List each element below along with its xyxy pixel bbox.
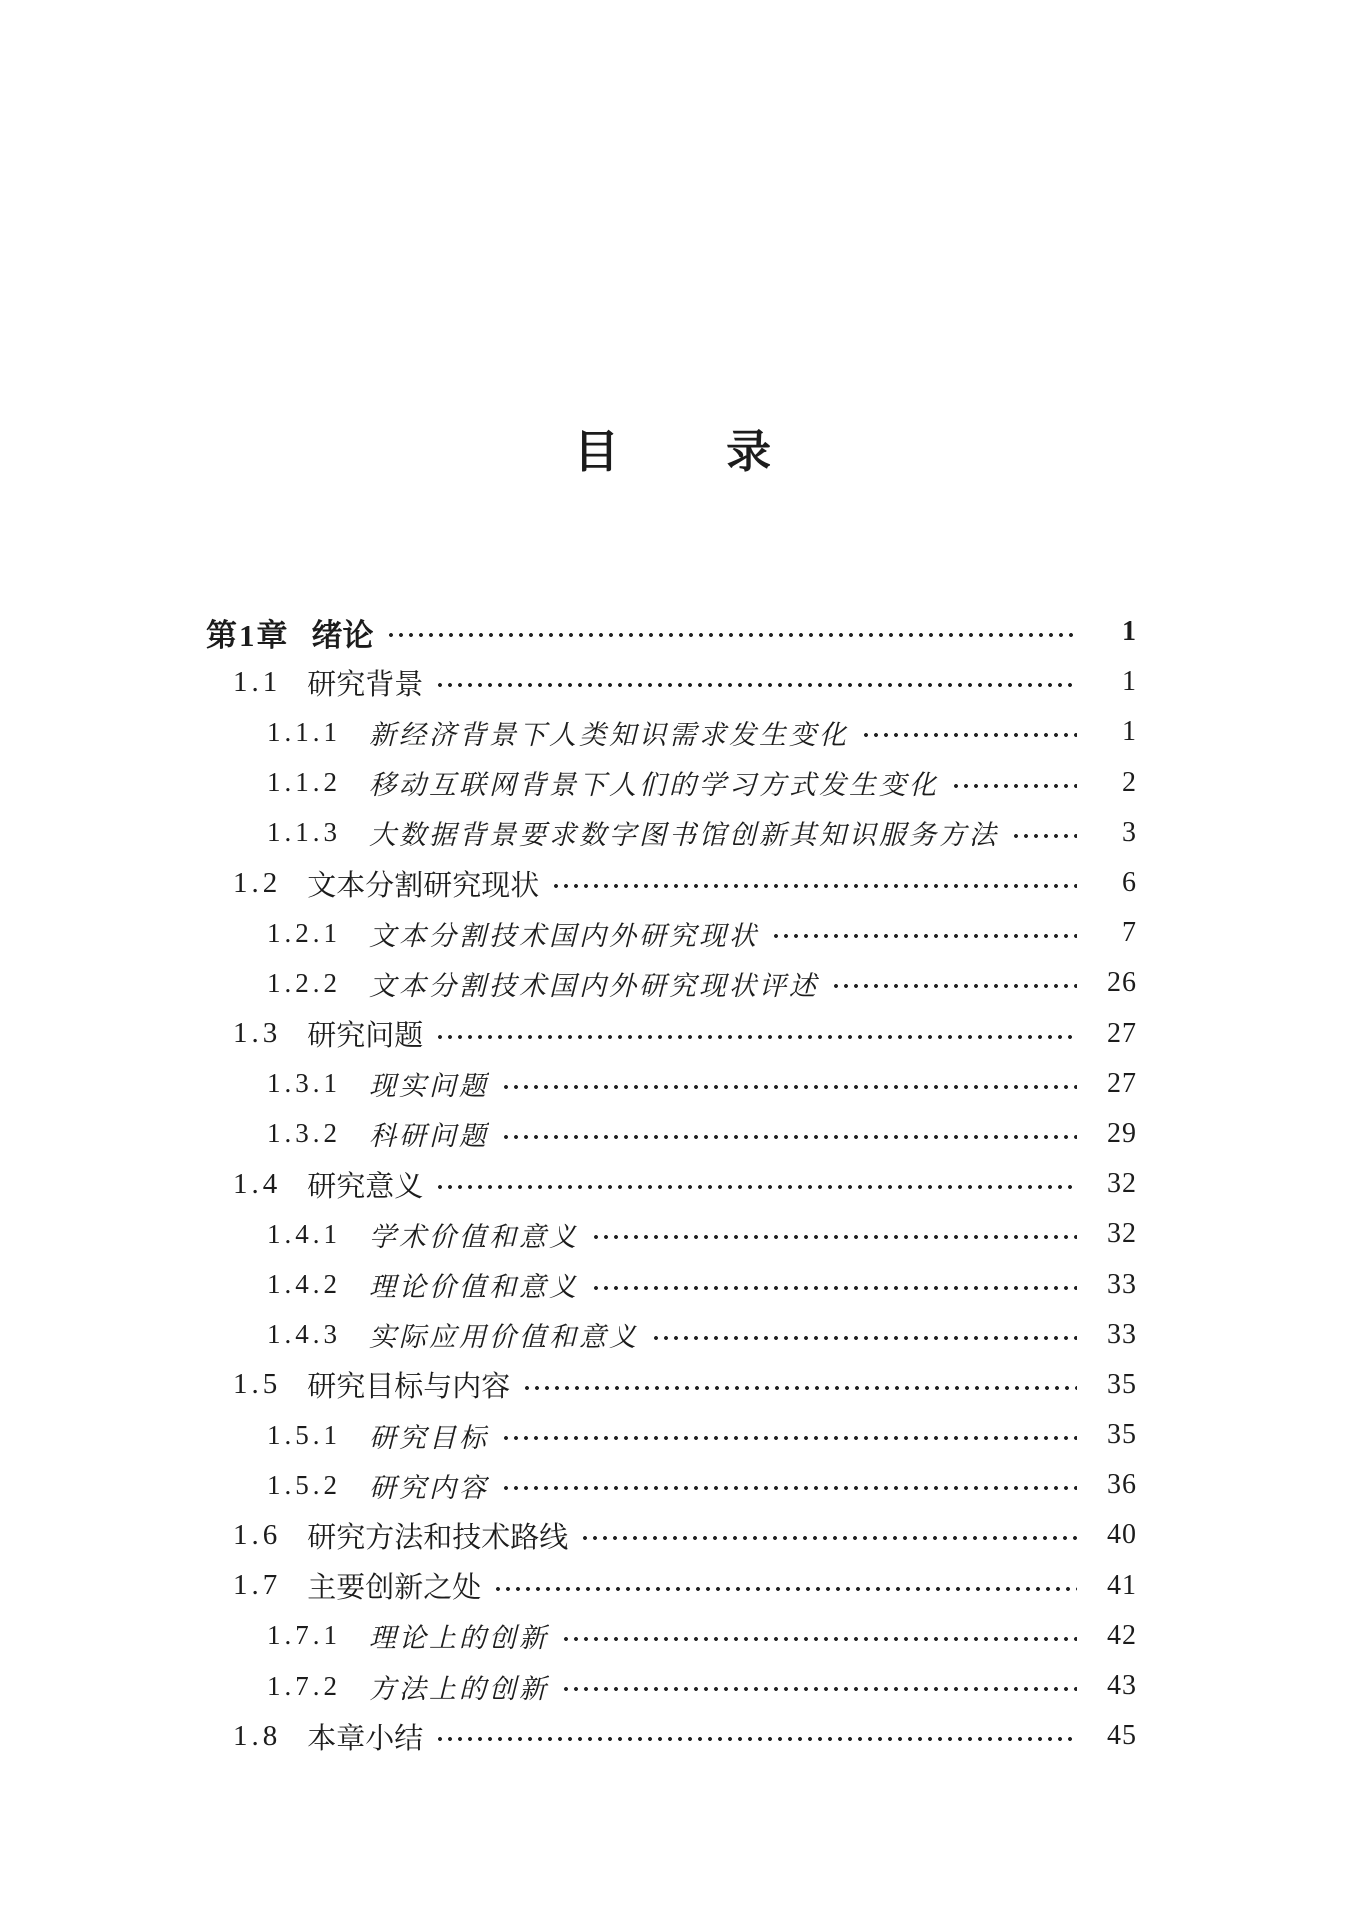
toc-entry [206,958,1137,1008]
dot-leader [861,729,1077,741]
toc-entry [206,1059,1137,1109]
toc-entry-label: 理论上的创新 [369,1623,549,1654]
toc-entry-page: 35 [1107,1419,1137,1451]
toc-entry-number: 1.4.3 [267,1319,341,1350]
toc-entry-page: 3 [1122,816,1137,848]
toc-entry-label: 研究问题 [307,1020,424,1053]
toc-entry [206,1410,1137,1460]
toc-entry [206,1661,1137,1711]
toc-entry-label: 科研问题 [369,1121,489,1152]
toc-entry-page: 33 [1107,1318,1137,1350]
toc-entry [206,1360,1137,1410]
dot-leader [551,880,1077,892]
dot-leader [435,1031,1077,1043]
toc-entry-label: 文本分割技术国内外研究现状 [369,920,759,951]
dot-leader [386,629,1078,641]
toc-entry [206,707,1137,757]
toc-entry-number: 1.2.2 [267,967,341,998]
toc-entry [206,908,1137,958]
toc-entry-label: 学术价值和意义 [369,1221,579,1252]
toc-entry-page: 32 [1107,1218,1137,1250]
toc-entry-label: 文本分割研究现状 [307,869,540,902]
toc-entry [206,808,1137,858]
toc-entry-page: 45 [1107,1720,1137,1752]
dot-leader [501,1131,1077,1143]
toc-entry-page: 35 [1107,1368,1137,1400]
toc-entry-label: 研究内容 [369,1472,489,1503]
toc-entry-number: 1.1 [233,665,282,698]
toc-entry-number: 1.1.1 [267,716,341,747]
toc-entry-label: 文本分割技术国内外研究现状评述 [369,970,819,1001]
toc-entry-page: 32 [1107,1168,1137,1200]
toc-entry-label: 现实问题 [369,1071,489,1102]
toc-entry-label: 研究方法和技术路线 [307,1521,569,1554]
toc-entry-label: 理论价值和意义 [369,1272,579,1303]
toc-entry-label: 研究目标 [369,1422,489,1453]
toc-entry-label: 方法上的创新 [369,1673,549,1704]
dot-leader [501,1482,1077,1494]
dot-leader [591,1231,1077,1243]
dot-leader [435,1733,1077,1745]
toc-entry [206,607,1137,657]
toc-entry-number: 1.3 [233,1017,282,1050]
toc-entry [206,1209,1137,1259]
dot-leader [771,930,1077,942]
toc-entry-label: 主要创新之处 [307,1572,482,1605]
toc-entry-page: 42 [1107,1619,1137,1651]
toc-entry-page: 43 [1107,1670,1137,1702]
dot-leader [561,1683,1077,1695]
toc-entry-page: 7 [1122,917,1137,949]
toc-entry-label: 研究意义 [307,1170,424,1203]
toc-entry-page: 33 [1107,1268,1137,1300]
dot-leader [580,1532,1077,1544]
toc-entry-page: 36 [1107,1469,1137,1501]
toc-entry-label: 绪论 [311,617,374,653]
dot-leader [501,1081,1077,1093]
toc-entry-page: 26 [1107,967,1137,999]
toc-entry-number: 1.8 [233,1719,282,1752]
toc-entry-label: 研究背景 [307,668,424,701]
toc-entry-label: 实际应用价值和意义 [369,1322,639,1353]
toc-entry-page: 1 [1122,616,1137,648]
dot-leader [493,1583,1077,1595]
dot-leader [951,780,1077,792]
toc-entry-label: 研究目标与内容 [307,1371,511,1404]
toc-entry-number: 1.1.2 [267,767,341,798]
toc-entry [206,1510,1137,1560]
toc-entry-number: 1.5.2 [267,1469,341,1500]
toc-entry [206,1109,1137,1159]
toc-entry-number: 1.4 [233,1167,282,1200]
toc-entry-number: 1.5.1 [267,1419,341,1450]
toc-entry-label: 大数据背景要求数字图书馆创新其知识服务方法 [369,820,999,851]
toc-entry-page: 1 [1122,716,1137,748]
toc-entry-page: 2 [1122,766,1137,798]
toc-entry-number: 1.2 [233,866,282,899]
toc-entry [206,657,1137,707]
toc-entry-number: 1.3.1 [267,1068,341,1099]
toc-entry-number: 1.6 [233,1518,282,1551]
toc-entry [206,1310,1137,1360]
dot-leader [651,1332,1077,1344]
toc-entry-number: 1.7 [233,1569,282,1602]
dot-leader [591,1282,1077,1294]
toc-entry-page: 27 [1107,1017,1137,1049]
toc-entry-number: 1.2.1 [267,917,341,948]
toc-entry [206,1561,1137,1611]
dot-leader [522,1382,1077,1394]
toc-entry-page: 27 [1107,1067,1137,1099]
toc-entry-label: 本章小结 [307,1722,424,1755]
dot-leader [831,980,1077,992]
toc-entry-number: 第1章 [206,617,290,653]
toc-entry-number: 1.4.2 [267,1269,341,1300]
toc-entry [206,1159,1137,1209]
toc-entry [206,1460,1137,1510]
page-title: 目 录 [573,427,774,477]
toc-entry-label: 移动互联网背景下人们的学习方式发生变化 [369,770,939,801]
dot-leader [1011,830,1077,842]
toc-entry [206,1711,1137,1761]
toc-entry [206,1259,1137,1309]
dot-leader [435,679,1077,691]
dot-leader [561,1633,1077,1645]
toc-entry-page: 6 [1122,867,1137,899]
toc-entry-number: 1.3.2 [267,1118,341,1149]
toc-entry-page: 29 [1107,1117,1137,1149]
toc-entry [206,758,1137,808]
toc-entry [206,1009,1137,1059]
toc-entry-page: 41 [1107,1569,1137,1601]
toc-entry-page: 40 [1107,1519,1137,1551]
toc-entry-number: 1.7.1 [267,1620,341,1651]
dot-leader [435,1181,1077,1193]
toc-entry-number: 1.1.3 [267,817,341,848]
toc-entry [206,858,1137,908]
toc-entry-label: 新经济背景下人类知识需求发生变化 [369,719,849,750]
toc-list [206,607,1137,1761]
toc-entry-number: 1.4.1 [267,1218,341,1249]
dot-leader [501,1432,1077,1444]
toc-entry-number: 1.5 [233,1368,282,1401]
toc-entry [206,1611,1137,1661]
toc-entry-page: 1 [1122,666,1137,698]
toc-entry-number: 1.7.2 [267,1670,341,1701]
